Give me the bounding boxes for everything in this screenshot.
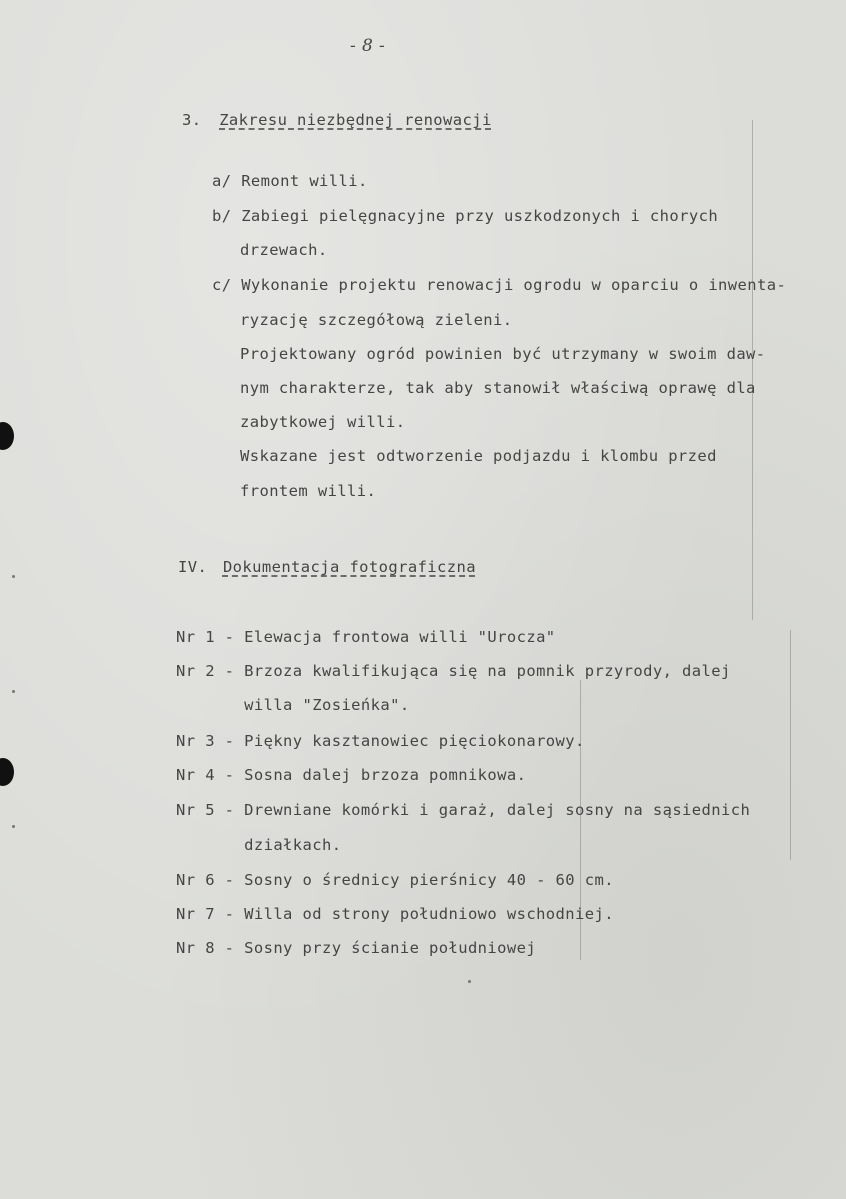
photo-list-item: Nr 6 - Sosny o średnicy pierśnicy 40 - 60 cm.: [176, 871, 614, 889]
section-4-number: IV.: [178, 558, 208, 576]
section-4-title: Dokumentacja fotograficzna: [222, 558, 476, 576]
photo-list-item-continuation: willa "Zosieńka".: [176, 696, 410, 714]
paper-speck: [12, 575, 15, 578]
item-c-line-1: c/ Wykonanie projektu renowacji ogrodu w oparciu o inwenta-: [212, 276, 787, 294]
item-b-line-2: drzewach.: [240, 241, 328, 259]
paragraph-line-2: nym charakterze, tak aby stanowił właściwą oprawę dla: [240, 379, 756, 397]
section-3-heading: [182, 110, 492, 130]
fold-line: [790, 630, 791, 860]
paragraph-line-3: zabytkowej willi.: [240, 413, 406, 431]
item-a: a/ Remont willi.: [212, 172, 368, 190]
paper-speck: [12, 690, 15, 693]
item-b-line-1: b/ Zabiegi pielęgnacyjne przy uszkodzonych i chorych: [212, 207, 719, 225]
photo-list-item: Nr 5 - Drewniane komórki i garaż, dalej sosny na sąsiednich: [176, 801, 751, 819]
punch-hole-bottom: [0, 758, 14, 786]
photo-list-item-continuation: działkach.: [176, 836, 342, 854]
item-c-line-2: ryzację szczegółową zieleni.: [240, 311, 513, 329]
photo-list-item: Nr 2 - Brzoza kwalifikująca się na pomnik przyrody, dalej: [176, 662, 731, 680]
photo-list-item: Nr 3 - Piękny kasztanowiec pięciokonarowy.: [176, 732, 585, 750]
section-3-number: 3.: [182, 111, 202, 129]
paper-speck: [468, 980, 471, 983]
paper-speck: [12, 825, 15, 828]
punch-hole-top: [0, 422, 14, 450]
photo-list-item: Nr 1 - Elewacja frontowa willi "Urocza": [176, 628, 556, 646]
paragraph-line-1: Projektowany ogród powinien być utrzymany w swoim daw-: [240, 345, 766, 363]
paragraph-line-4: Wskazane jest odtworzenie podjazdu i klombu przed: [240, 447, 717, 465]
section-3-title: Zakresu niezbędnej renowacji: [219, 111, 492, 129]
page-number: - 8 -: [350, 36, 386, 56]
photo-list-item: Nr 8 - Sosny przy ścianie południowej: [176, 939, 537, 957]
photo-list-item: Nr 4 - Sosna dalej brzoza pomnikowa.: [176, 766, 527, 784]
fold-line: [752, 120, 753, 620]
paragraph-line-5: frontem willi.: [240, 482, 377, 500]
section-4-heading: [178, 557, 476, 577]
photo-list-item: Nr 7 - Willa od strony południowo wschodniej.: [176, 905, 614, 923]
